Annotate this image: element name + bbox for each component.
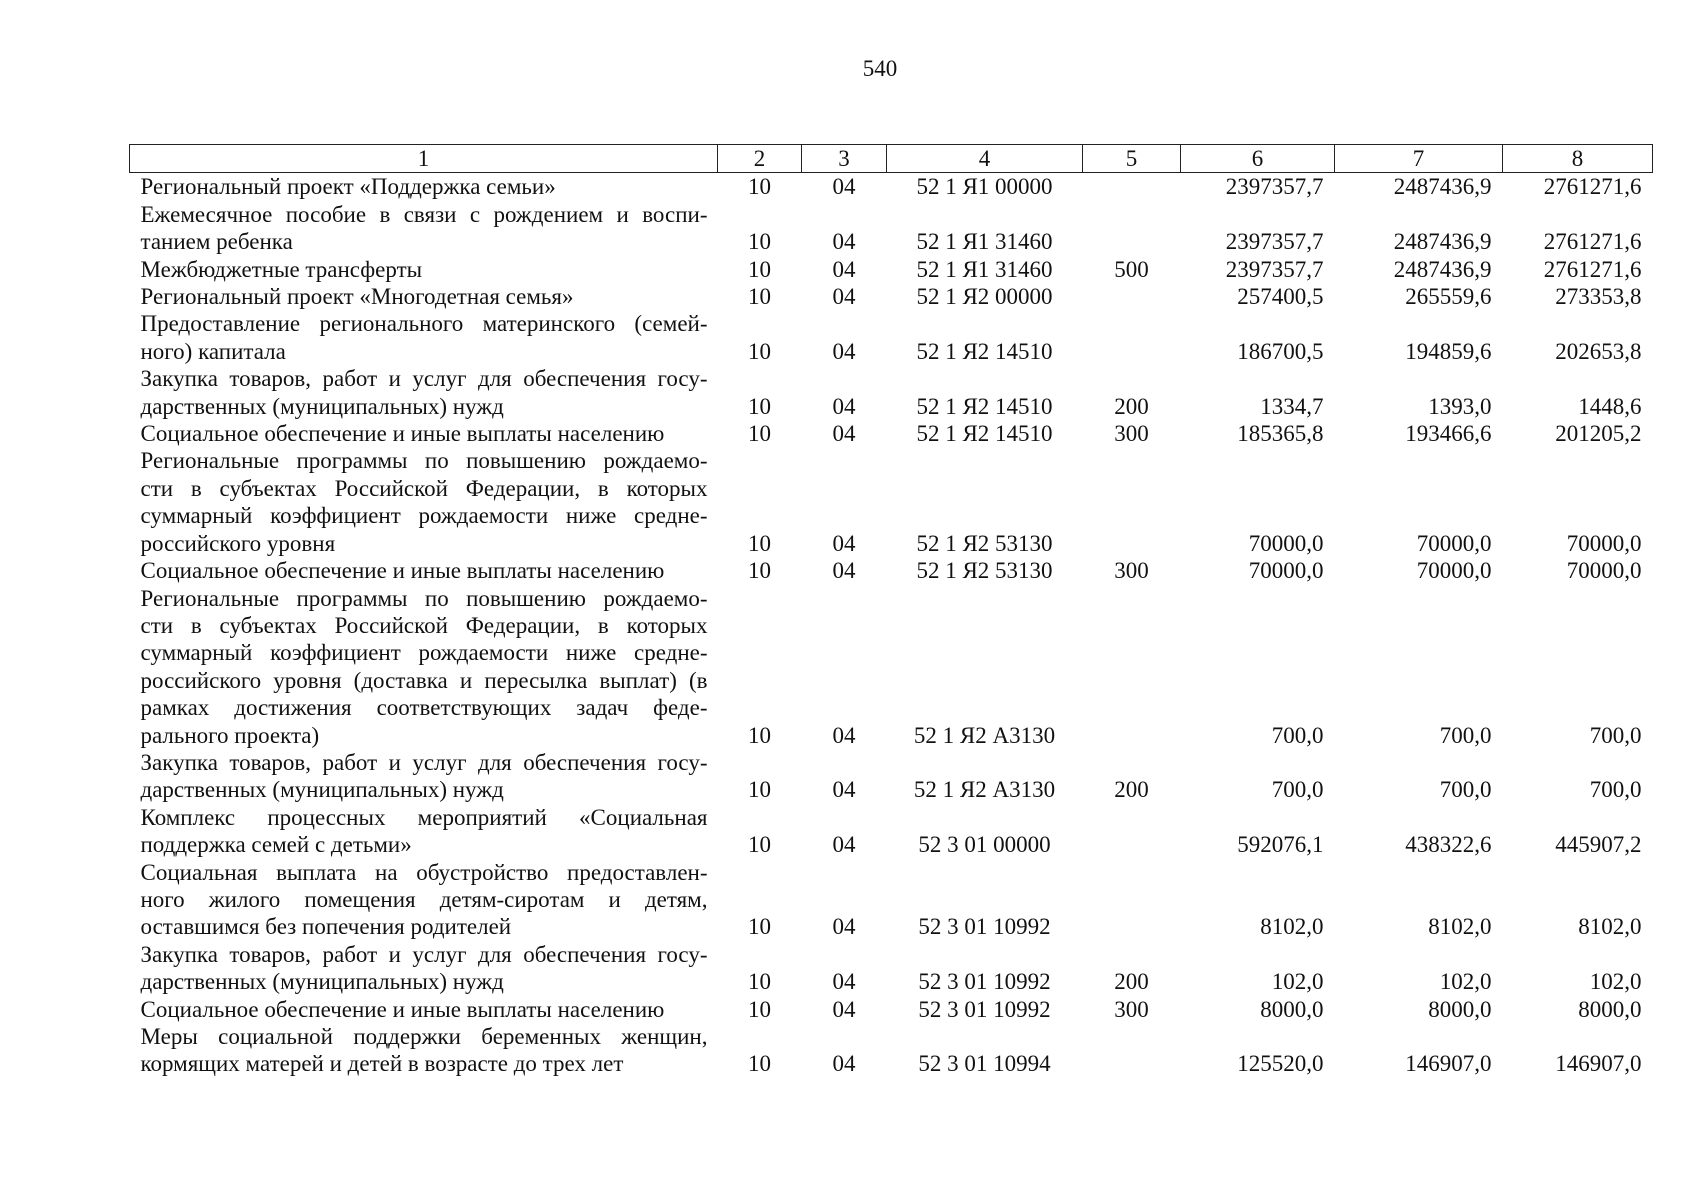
amount-col-6: 70000,0 — [1248, 558, 1324, 584]
row-name — [130, 173, 718, 201]
row-name-line: дарственных (муниципальных) нужд — [140, 777, 504, 803]
subsection-code: 04 — [832, 558, 856, 584]
subsection-code: 04 — [832, 914, 856, 940]
amount-col-6: 1334,7 — [1260, 393, 1324, 419]
row-name-line: Предоставление регионального материнского (семей- — [140, 311, 708, 337]
row-name — [130, 557, 718, 584]
subsection-code: 04 — [832, 996, 856, 1022]
row-name-line: Социальное обеспечение и иные выплаты населению — [140, 996, 665, 1022]
header-cell-2: 2 — [718, 145, 802, 173]
header-cell-3: 3 — [802, 145, 887, 173]
amount-col-6: 700,0 — [1271, 722, 1324, 748]
expense-type-code — [1083, 804, 1181, 859]
subsection-code: 04 — [832, 229, 856, 255]
table-row — [130, 365, 1653, 420]
row-name-line: оставшимся без попечения родителей — [140, 914, 512, 940]
section-code: 10 — [748, 558, 771, 584]
row-name-line: танием ребенка — [140, 229, 293, 255]
amount-col-7: 2487436,9 — [1393, 229, 1492, 255]
expense-type-code — [1083, 585, 1181, 749]
expense-type-code: 300 — [1114, 421, 1149, 447]
table-row — [130, 447, 1653, 557]
section-code: 10 — [748, 421, 771, 447]
amount-col-7: 146907,0 — [1405, 1051, 1492, 1077]
header-cell-6: 6 — [1181, 145, 1335, 173]
subsection-code: 04 — [832, 421, 856, 447]
amount-col-6: 8102,0 — [1260, 914, 1324, 940]
table-row — [130, 420, 1653, 447]
table-header — [130, 145, 1653, 173]
target-article-code: 52 1 Я2 53130 — [916, 530, 1053, 556]
amount-col-6: 2397357,7 — [1225, 256, 1324, 282]
row-name-line: Социальное обеспечение и иные выплаты населению — [140, 421, 665, 447]
page-number: 540 — [862, 56, 898, 81]
table-row — [130, 201, 1653, 256]
expense-type-code: 300 — [1114, 996, 1149, 1022]
subsection-code: 04 — [832, 777, 856, 803]
section-code: 10 — [748, 284, 771, 310]
section-code: 10 — [748, 174, 771, 200]
section-code: 10 — [748, 969, 771, 995]
target-article-code: 52 1 Я1 31460 — [916, 229, 1053, 255]
amount-col-6: 185365,8 — [1237, 421, 1324, 447]
table-row — [130, 1023, 1653, 1078]
amount-col-8: 70000,0 — [1566, 530, 1642, 556]
amount-col-6: 186700,5 — [1237, 338, 1324, 364]
budget-table — [129, 144, 1653, 1078]
row-name-line: российского уровня (доставка и пересылка выплат) (в — [140, 667, 708, 693]
amount-col-8: 1448,6 — [1578, 393, 1642, 419]
target-article-code: 52 1 Я2 14510 — [916, 338, 1053, 364]
target-article-code: 52 3 01 00000 — [918, 832, 1051, 858]
row-name-line: дарственных (муниципальных) нужд — [140, 969, 504, 995]
amount-col-6: 700,0 — [1271, 777, 1324, 803]
header-cell-4: 4 — [887, 145, 1083, 173]
row-name-line: Региональные программы по повышению рождаемо- — [140, 585, 708, 611]
table-row — [130, 749, 1653, 804]
header-cell-7: 7 — [1335, 145, 1503, 173]
row-name-line: поддержка семей с детьми» — [140, 832, 412, 858]
amount-col-8: 8102,0 — [1578, 914, 1642, 940]
amount-col-8: 445907,2 — [1555, 832, 1642, 858]
amount-col-6: 2397357,7 — [1225, 229, 1324, 255]
amount-col-7: 1393,0 — [1428, 393, 1492, 419]
amount-col-7: 2487436,9 — [1393, 256, 1492, 282]
table-row — [130, 173, 1653, 201]
section-code: 10 — [748, 256, 771, 282]
row-name-line: сти в субъектах Российской Федерации, в которых — [140, 475, 708, 501]
table-row — [130, 941, 1653, 996]
amount-col-6: 2397357,7 — [1225, 174, 1324, 200]
row-name — [130, 804, 718, 859]
row-name-line: Региональный проект «Поддержка семьи» — [140, 174, 556, 200]
amount-col-8: 8000,0 — [1578, 996, 1642, 1022]
expense-type-code: 200 — [1114, 777, 1149, 803]
amount-col-8: 2761271,6 — [1543, 256, 1642, 282]
amount-col-6: 125520,0 — [1237, 1051, 1324, 1077]
amount-col-7: 70000,0 — [1416, 558, 1492, 584]
table-row — [130, 557, 1653, 584]
amount-col-8: 201205,2 — [1555, 421, 1642, 447]
row-name-line: кормящих матерей и детей в возрасте до трех лет — [140, 1051, 624, 1077]
amount-col-8: 70000,0 — [1566, 558, 1642, 584]
subsection-code: 04 — [832, 1051, 856, 1077]
row-name-line: Региональные программы по повышению рождаемо- — [140, 448, 708, 474]
section-code: 10 — [748, 996, 771, 1022]
row-name-line: Социальное обеспечение и иные выплаты населению — [140, 558, 665, 584]
amount-col-8: 273353,8 — [1555, 284, 1642, 310]
row-name-line: Ежемесячное пособие в связи с рождением и воспи- — [140, 201, 708, 227]
subsection-code: 04 — [832, 832, 856, 858]
amount-col-8: 202653,8 — [1555, 338, 1642, 364]
section-code: 10 — [748, 777, 771, 803]
expense-type-code — [1083, 447, 1181, 557]
table-row — [130, 256, 1653, 283]
expense-type-code: 200 — [1114, 969, 1149, 995]
row-name-line: Социальная выплата на обустройство предоставлен- — [140, 859, 708, 885]
row-name-line: суммарный коэффициент рождаемости ниже средне- — [140, 640, 708, 666]
table-row — [130, 996, 1653, 1023]
row-name — [130, 365, 718, 420]
table-row — [130, 804, 1653, 859]
row-name-line: ного жилого помещения детям-сиротам и детям, — [140, 886, 708, 912]
subsection-code: 04 — [832, 722, 856, 748]
amount-col-6: 8000,0 — [1260, 996, 1324, 1022]
subsection-code: 04 — [832, 393, 856, 419]
amount-col-8: 2761271,6 — [1543, 229, 1642, 255]
row-name — [130, 749, 718, 804]
target-article-code: 52 1 Я2 53130 — [916, 558, 1053, 584]
section-code: 10 — [748, 722, 771, 748]
amount-col-7: 194859,6 — [1405, 338, 1492, 364]
row-name-line: российского уровня — [140, 530, 336, 556]
expense-type-code — [1083, 1023, 1181, 1078]
table-row — [130, 283, 1653, 310]
amount-col-7: 700,0 — [1439, 777, 1492, 803]
target-article-code: 52 3 01 10992 — [918, 996, 1051, 1022]
row-name — [130, 1023, 718, 1078]
expense-type-code — [1083, 859, 1181, 941]
row-name — [130, 447, 718, 557]
amount-col-7: 8000,0 — [1428, 996, 1492, 1022]
row-name-line: Региональный проект «Многодетная семья» — [140, 284, 574, 310]
expense-type-code — [1083, 201, 1181, 256]
row-name — [130, 283, 718, 310]
row-name-line: Меры социальной поддержки беременных женщин, — [140, 1024, 708, 1049]
section-code: 10 — [748, 530, 771, 556]
target-article-code: 52 3 01 10992 — [918, 969, 1051, 995]
row-name — [130, 256, 718, 283]
target-article-code: 52 1 Я2 14510 — [916, 421, 1053, 447]
row-name — [130, 420, 718, 447]
row-name-line: Закупка товаров, работ и услуг для обеспечения госу- — [140, 749, 708, 775]
row-name-line: Межбюджетные трансферты — [140, 256, 423, 282]
subsection-code: 04 — [832, 256, 856, 282]
expense-type-code: 500 — [1114, 256, 1149, 282]
amount-col-7: 193466,6 — [1405, 421, 1492, 447]
subsection-code: 04 — [832, 284, 856, 310]
section-code: 10 — [748, 393, 771, 419]
row-name-line: Закупка товаров, работ и услуг для обеспечения госу- — [140, 941, 708, 967]
target-article-code: 52 3 01 10994 — [918, 1051, 1051, 1077]
amount-col-7: 700,0 — [1439, 722, 1492, 748]
row-name — [130, 996, 718, 1023]
amount-col-8: 102,0 — [1589, 969, 1642, 995]
row-name-line: Закупка товаров, работ и услуг для обеспечения госу- — [140, 366, 708, 392]
header-row — [130, 145, 1653, 173]
row-name — [130, 941, 718, 996]
section-code: 10 — [748, 229, 771, 255]
amount-col-6: 592076,1 — [1237, 832, 1324, 858]
section-code: 10 — [748, 338, 771, 364]
header-cell-1: 1 — [130, 145, 718, 173]
table-row — [130, 310, 1653, 365]
row-name — [130, 585, 718, 749]
subsection-code: 04 — [832, 969, 856, 995]
row-name — [130, 201, 718, 256]
amount-col-8: 2761271,6 — [1543, 174, 1642, 200]
target-article-code: 52 1 Я2 14510 — [916, 393, 1053, 419]
section-code: 10 — [748, 914, 771, 940]
target-article-code: 52 1 Я2 А3130 — [913, 722, 1056, 748]
amount-col-8: 700,0 — [1589, 722, 1642, 748]
amount-col-7: 102,0 — [1439, 969, 1492, 995]
expense-type-code — [1083, 310, 1181, 365]
table-row — [130, 585, 1653, 749]
row-name — [130, 310, 718, 365]
target-article-code: 52 3 01 10992 — [918, 914, 1051, 940]
subsection-code: 04 — [832, 174, 856, 200]
table-row — [130, 859, 1653, 941]
target-article-code: 52 1 Я1 31460 — [916, 256, 1053, 282]
amount-col-7: 8102,0 — [1428, 914, 1492, 940]
expense-type-code — [1083, 173, 1181, 201]
amount-col-6: 102,0 — [1271, 969, 1324, 995]
amount-col-7: 265559,6 — [1405, 284, 1492, 310]
amount-col-8: 700,0 — [1589, 777, 1642, 803]
target-article-code: 52 1 Я2 00000 — [916, 284, 1053, 310]
row-name-line: Комплекс процессных мероприятий «Социальная — [140, 804, 708, 830]
row-name-line: дарственных (муниципальных) нужд — [140, 393, 504, 419]
expense-type-code — [1083, 283, 1181, 310]
section-code: 10 — [748, 832, 771, 858]
amount-col-8: 146907,0 — [1555, 1051, 1642, 1077]
row-name-line: ного) капитала — [140, 338, 286, 364]
target-article-code: 52 1 Я1 00000 — [916, 174, 1053, 200]
row-name-line: сти в субъектах Российской Федерации, в которых — [140, 612, 708, 638]
amount-col-7: 70000,0 — [1416, 530, 1492, 556]
table-body — [130, 173, 1653, 1078]
amount-col-7: 438322,6 — [1405, 832, 1492, 858]
header-cell-5: 5 — [1083, 145, 1181, 173]
target-article-code: 52 1 Я2 А3130 — [913, 777, 1056, 803]
expense-type-code: 200 — [1114, 393, 1149, 419]
amount-col-6: 257400,5 — [1237, 284, 1324, 310]
row-name-line: рального проекта) — [140, 722, 320, 748]
row-name-line: суммарный коэффициент рождаемости ниже средне- — [140, 503, 708, 529]
amount-col-6: 70000,0 — [1248, 530, 1324, 556]
row-name-line: рамках достижения соответствующих задач феде- — [140, 695, 708, 721]
section-code: 10 — [748, 1051, 771, 1077]
row-name — [130, 859, 718, 941]
amount-col-7: 2487436,9 — [1393, 174, 1492, 200]
subsection-code: 04 — [832, 338, 856, 364]
subsection-code: 04 — [832, 530, 856, 556]
header-cell-8: 8 — [1503, 145, 1653, 173]
expense-type-code: 300 — [1114, 558, 1149, 584]
